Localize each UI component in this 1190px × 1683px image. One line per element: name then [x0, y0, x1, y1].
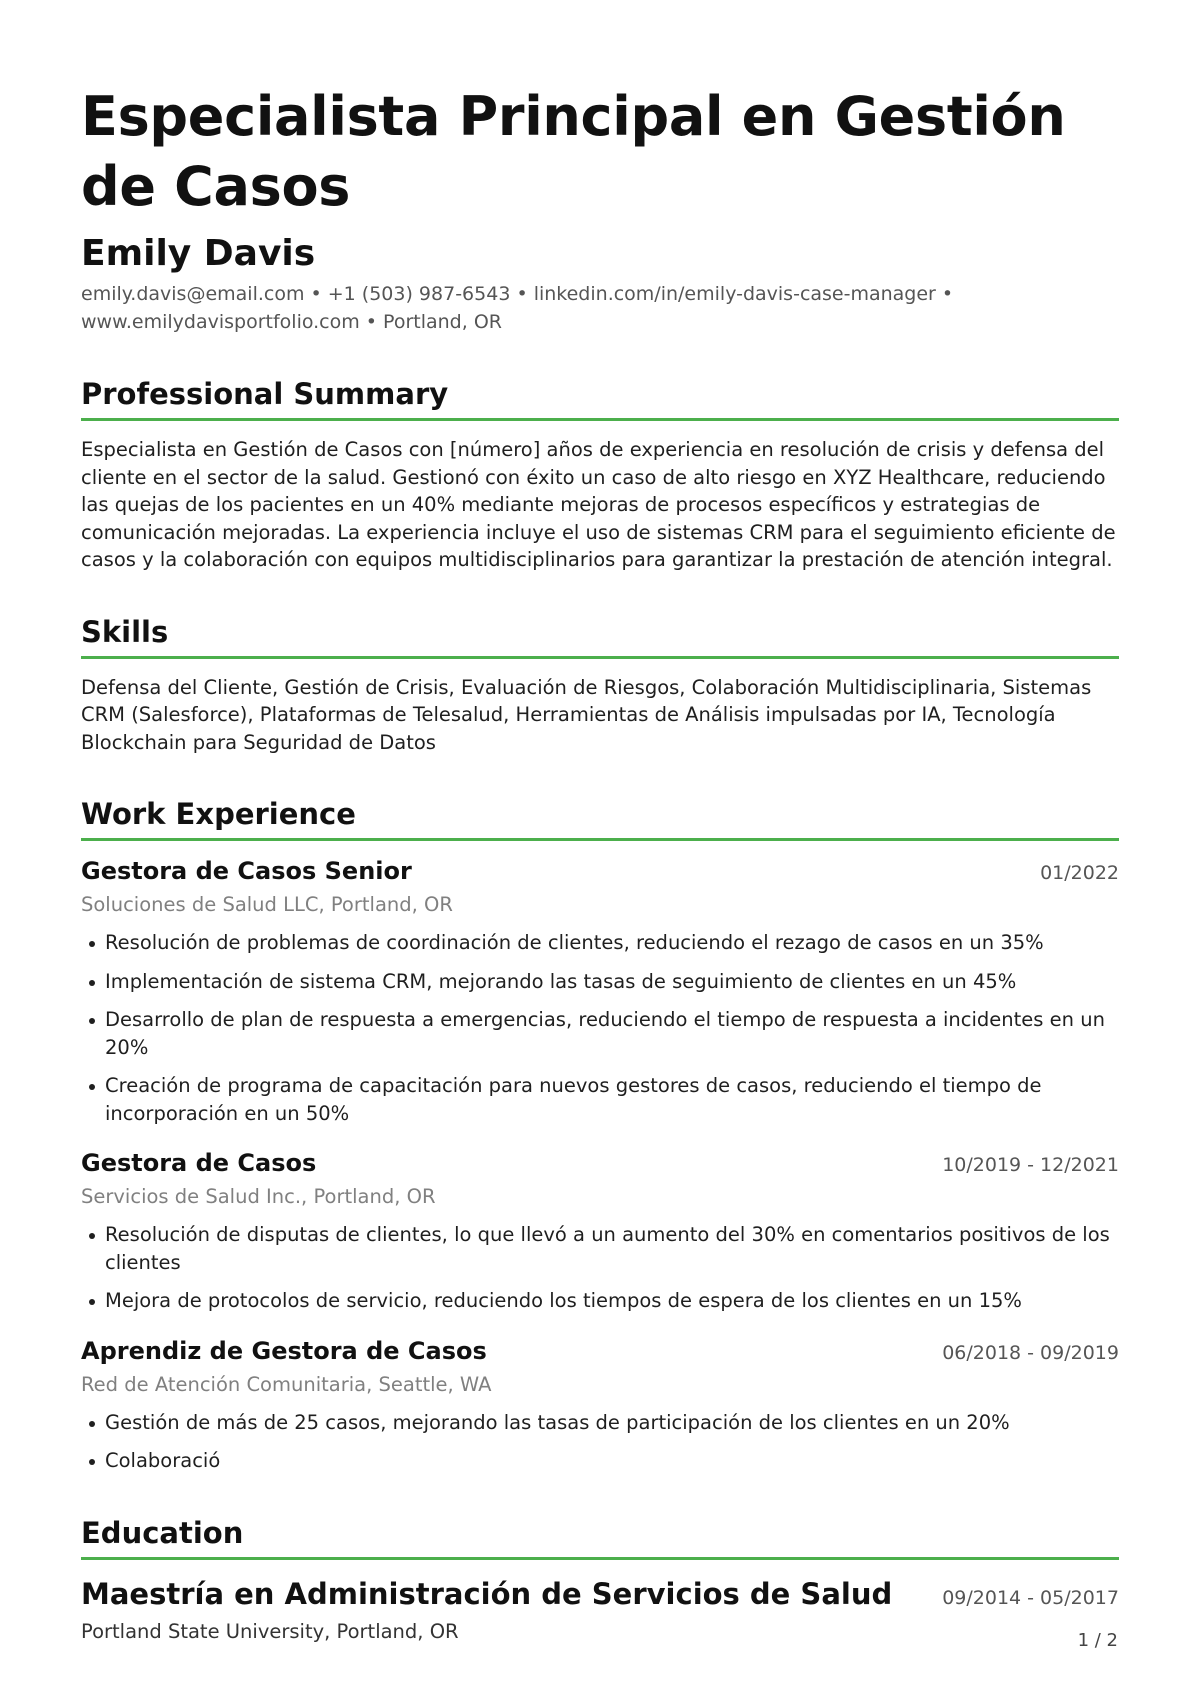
bullet-icon [89, 1421, 95, 1427]
job-entry [81, 1147, 1119, 1315]
job-bullet-text: Desarrollo de plan de respuesta a emergencias, reduciendo el tiempo de respuesta a incidentes en un 20% [105, 1008, 1105, 1059]
job-bullet-text: Resolución de problemas de coordinación de clientes, reduciendo el rezago de casos en un 35% [105, 931, 1044, 954]
job-bullet [81, 929, 1119, 957]
job-title: Aprendiz de Gestora de Casos [81, 1336, 487, 1365]
job-bullet [81, 1006, 1119, 1061]
education-date: 09/2014 - 05/2017 [942, 1586, 1119, 1609]
job-company: Servicios de Salud Inc., Portland, OR [81, 1185, 436, 1208]
job-bullet-text: Gestión de más de 25 casos, mejorando las tasas de participación de los clientes en un 20% [105, 1410, 1010, 1434]
summary-section [81, 376, 1119, 574]
job-bullet-text: Mejora de protocolos de servicio, reduciendo los tiempos de espera de los clientes en un 15% [105, 1289, 1022, 1312]
job-company: Soluciones de Salud LLC, Portland, OR [81, 893, 453, 916]
job-bullet-text: Creación de programa de capacitación para nuevos gestores de casos, reduciendo el tiempo de incorporación en un 50% [105, 1074, 1042, 1125]
job-bullet [81, 1221, 1119, 1276]
job-date: 06/2018 - 09/2019 [942, 1341, 1119, 1364]
experience-heading: Work Experience [81, 796, 1119, 841]
bullet-icon [89, 1084, 95, 1090]
page-number: 1 / 2 [1077, 1630, 1118, 1651]
job-date: 01/2022 [1040, 862, 1119, 884]
summary-heading: Professional Summary [81, 376, 1119, 421]
job-date: 10/2019 - 12/2021 [942, 1154, 1119, 1176]
job-entry [81, 1335, 1119, 1475]
contact-info [81, 280, 1119, 336]
summary-text: Especialista en Gestión de Casos con [número] años de experiencia en resolución de crisis y defensa del cliente en el sector de la salud. Gestionó con éxito un caso de alto riesgo en XYZ Healthcare, reduciendo las quejas de los pacientes en un 40% mediante mejoras de procesos específicos y estrategias de comunicación mejoradas. La experiencia incluye el uso de sistemas CRM para el seguimiento eficiente de casos y la colaboración con equipos multidisciplinarios para garantizar la prestación de atención integral. [81, 438, 1116, 571]
education-heading: Education [81, 1515, 1119, 1560]
job-bullet-text: Resolución de disputas de clientes, lo que llevó a un aumento del 30% en comentarios positivos de los clientes [105, 1223, 1110, 1274]
contact-line-1: emily.davis@email.com • +1 (503) 987-6543 • linkedin.com/in/emily-davis-case-manager • [81, 283, 954, 305]
job-bullet [81, 1447, 1119, 1475]
skills-text: Defensa del Cliente, Gestión de Crisis, Evaluación de Riesgos, Colaboración Multidisciplinaria, Sistemas CRM (Salesforce), Plataformas de Telesalud, Herramientas de Análisis impulsadas por IA, Tecnología Blockchain para Seguridad de Datos [81, 675, 1092, 754]
bullet-icon [89, 1233, 95, 1239]
candidate-name: Emily Davis [81, 233, 316, 274]
job-bullet [81, 968, 1119, 996]
education-degree: Maestría en Administración de Servicios de Salud [81, 1576, 893, 1611]
bullet-icon [89, 1299, 95, 1305]
job-bullet [81, 1287, 1119, 1315]
skills-heading: Skills [81, 614, 1119, 659]
bullet-icon [89, 1018, 95, 1024]
resume-page [81, 82, 1119, 1646]
job-entry [81, 855, 1119, 1127]
job-bullet [81, 1072, 1119, 1127]
job-bullet-text: Implementación de sistema CRM, mejorando las tasas de seguimiento de clientes en un 45% [105, 969, 1017, 993]
experience-section [81, 796, 1119, 1475]
education-school: Portland State University, Portland, OR [81, 1619, 459, 1643]
bullet-icon [89, 980, 95, 986]
job-title: Gestora de Casos [81, 1149, 317, 1177]
job-bullet-text: Colaboració [105, 1449, 221, 1472]
contact-line-2: www.emilydavisportfolio.com • Portland, OR [81, 311, 502, 333]
bullet-icon [89, 941, 95, 947]
job-bullets [81, 1221, 1119, 1315]
skills-section [81, 614, 1119, 757]
education-section [81, 1515, 1119, 1646]
job-title: Gestora de Casos Senior [81, 857, 412, 885]
job-bullet [81, 1409, 1119, 1437]
job-company: Red de Atención Comunitaria, Seattle, WA [81, 1372, 492, 1396]
job-bullets [81, 929, 1119, 1127]
job-bullets [81, 1409, 1119, 1475]
bullet-icon [89, 1459, 95, 1465]
resume-title: Especialista Principal en Gestión de Casos [81, 85, 1066, 218]
